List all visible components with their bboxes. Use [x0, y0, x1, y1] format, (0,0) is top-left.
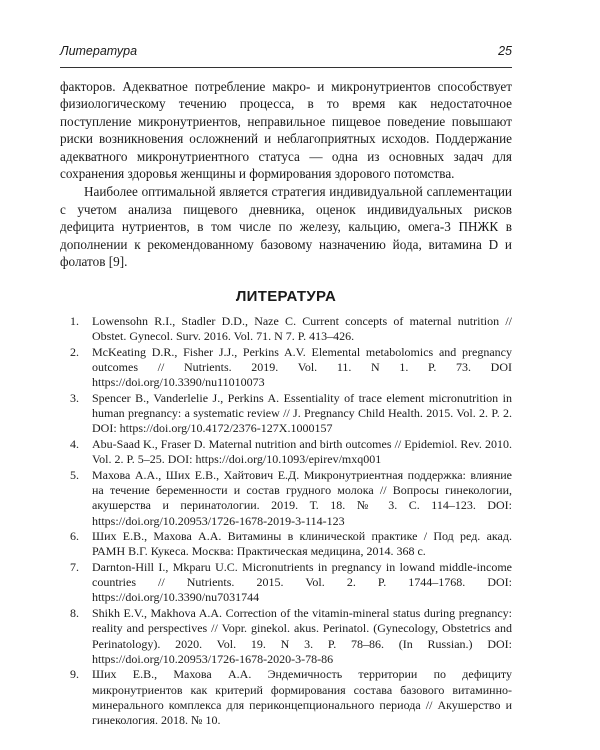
reference-number: 5.: [70, 467, 79, 482]
reference-text: Ших Е.В., Махова А.А. Витамины в клинической практике / Под ред. акад. РАМН В.Г. Кукеса. Москва: Практическая медицина, 2014. 368 с.: [92, 529, 512, 559]
reference-text: Abu-Saad K., Fraser D. Maternal nutrition and birth outcomes // Epidemiol. Rev. 2010. Vol. 2. P. 5–25. DOI: https://doi.org/10.1093/epirev/mxq001: [92, 436, 512, 467]
reference-text: Махова А.А., Ших Е.В., Хайтович Е.Д. Микронутриентная поддержка: влияние на течение беременности и состав грудного молока // Вопросы гинекологии, акушерства и перинатологии. 2019. Т. 18. № 3. С. 114–123. DOI: https://doi.org/10.20953/1726-1678-2019-3-114-123: [92, 467, 512, 528]
reference-number: 4.: [70, 436, 79, 451]
reference-text: Darnton-Hill I., Mkparu U.C. Micronutrients in pregnancy in lowand middle-income countries // Nutrients. 2015. Vol. 2. P. 1744–1768. DOI: https://doi.org/10.3390/nu7031744: [92, 559, 512, 605]
paragraph: Наиболее оптимальной является стратегия индивидуальной саплементации с учетом анализа пищевого дневника, оценок индивидуальных рисков дефицита нутриентов, в том числе по железу, кальцию, омега-3 ПНЖК в дополнении к рекомендованному базовому назначению йода, витамина D и фолатов [9].: [60, 184, 512, 270]
running-header: [60, 44, 512, 64]
reference-number: 6.: [70, 529, 79, 544]
reference-item: [60, 314, 512, 345]
reference-item: [60, 391, 512, 437]
reference-item: [60, 606, 512, 667]
reference-item: [60, 667, 512, 728]
reference-number: 7.: [70, 559, 79, 574]
body-text: [60, 78, 512, 270]
paragraph: факторов. Адекватное потребление макро- и микронутриентов способствует физиологическому течению процесса, в то время как недостаточное поступление микронутриентов, неправильное пищевое поведение повышают риски возникновения осложнений и неблагоприятных исходов. Поддержание адекватного микронутриентного статуса — одна из основных задач для сохранения здоровья женщины и формирования здорового потомства.: [60, 79, 512, 182]
reference-number: 2.: [70, 344, 79, 359]
page-number: 25: [498, 44, 512, 58]
reference-item: [60, 468, 512, 529]
reference-text: Spencer B., Vanderlelie J., Perkins A. Essentiality of trace element micronutrition in human pregnancy: a systematic review // J. Pregnancy Child Health. 2015. Vol. 2. P. 2. DOI: https://doi.org/10.4172/2376-127X.1000157: [92, 390, 512, 436]
references-title: ЛИТЕРАТУРА: [235, 288, 337, 305]
reference-item: [60, 560, 512, 606]
reference-text: Lowensohn R.I., Stadler D.D., Naze C. Current concepts of maternal nutrition // Obstet. Gynecol. Surv. 2016. Vol. 71. N 7. P. 413–426.: [92, 314, 512, 344]
reference-number: 1.: [70, 314, 79, 328]
reference-text: McKeating D.R., Fisher J.J., Perkins A.V. Elemental metabolomics and pregnancy outcomes // Nutrients. 2019. Vol. 11. N 1. P. 73. DOI https://doi.org/10.3390/nu11010073: [92, 344, 512, 390]
reference-item: [60, 529, 512, 560]
reference-number: 9.: [70, 667, 79, 682]
reference-text: Ших Е.В., Махова А.А. Эндемичность территории по дефициту микронутриентов как критерий формирования состава базового витаминно-минерального комплекса для периконцепционального периода // Акушерство и гинекология. 2018. № 10.: [92, 667, 512, 728]
reference-item: [60, 345, 512, 391]
header-rule: [60, 67, 512, 68]
reference-item: [60, 437, 512, 468]
reference-text: Shikh E.V., Makhova A.A. Correction of the vitamin-mineral status during pregnancy: reality and perspectives // Vopr. ginekol. akus. Perinatol. (Gynecology, Obstetrics and Perinatology). 2020. Vol. 19. N 3. P. 78–86. (In Russian.) DOI: https://doi.org/10.20953/1726-1678-2020-3-78-86: [92, 605, 512, 666]
section-name: Литература: [60, 44, 138, 58]
reference-list: [60, 314, 512, 729]
reference-number: 3.: [70, 390, 79, 405]
reference-number: 8.: [70, 605, 79, 620]
